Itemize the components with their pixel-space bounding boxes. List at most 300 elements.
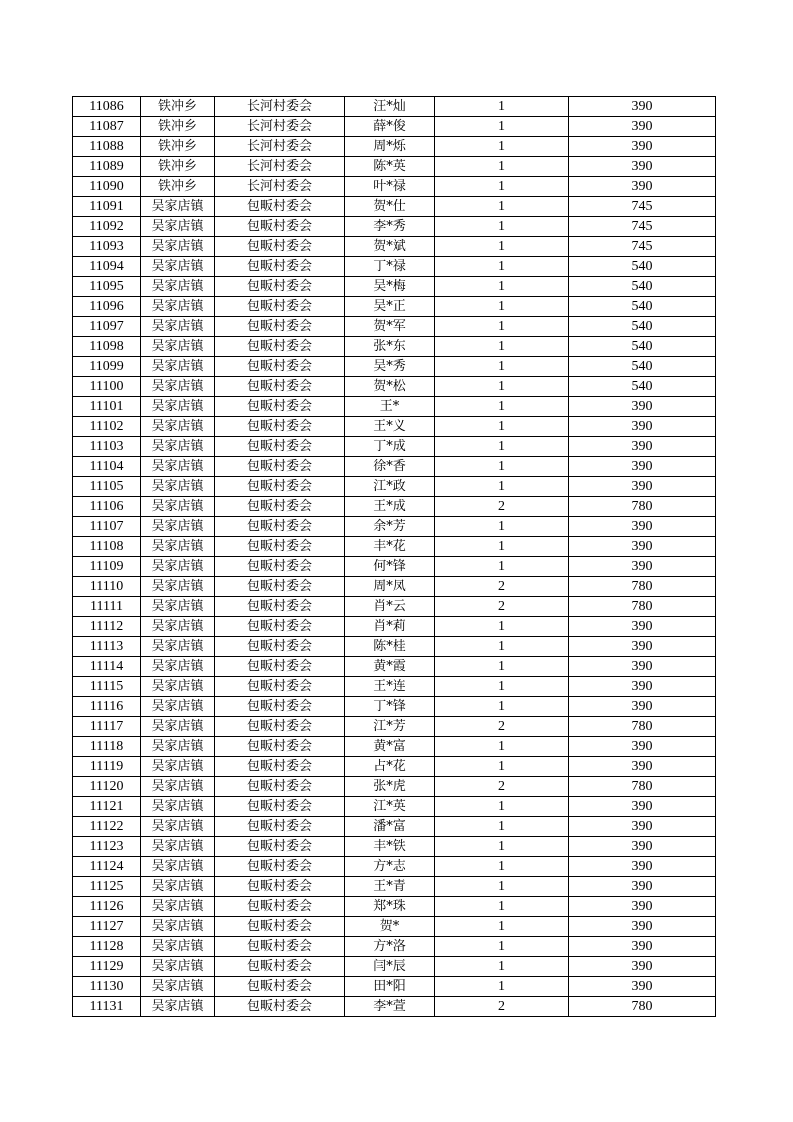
amount-cell: 390 (569, 837, 716, 857)
village-committee-cell: 包畈村委会 (215, 577, 345, 597)
name-cell: 李*萱 (345, 997, 435, 1017)
name-cell: 叶*禄 (345, 177, 435, 197)
amount-cell: 390 (569, 917, 716, 937)
village-committee-cell: 包畈村委会 (215, 277, 345, 297)
count-cell: 1 (435, 857, 569, 877)
amount-cell: 390 (569, 117, 716, 137)
amount-cell: 390 (569, 857, 716, 877)
row-number-cell: 11114 (73, 657, 141, 677)
township-cell: 吴家店镇 (141, 597, 215, 617)
village-committee-cell: 包畈村委会 (215, 197, 345, 217)
village-committee-cell: 包畈村委会 (215, 657, 345, 677)
count-cell: 1 (435, 937, 569, 957)
name-cell: 汪*灿 (345, 97, 435, 117)
village-committee-cell: 长河村委会 (215, 177, 345, 197)
amount-cell: 390 (569, 637, 716, 657)
row-number-cell: 11130 (73, 977, 141, 997)
count-cell: 1 (435, 757, 569, 777)
row-number-cell: 11096 (73, 297, 141, 317)
village-committee-cell: 包畈村委会 (215, 957, 345, 977)
row-number-cell: 11104 (73, 457, 141, 477)
township-cell: 吴家店镇 (141, 637, 215, 657)
row-number-cell: 11095 (73, 277, 141, 297)
village-committee-cell: 长河村委会 (215, 137, 345, 157)
amount-cell: 540 (569, 357, 716, 377)
village-committee-cell: 包畈村委会 (215, 357, 345, 377)
table-row (73, 837, 716, 857)
village-committee-cell: 包畈村委会 (215, 817, 345, 837)
amount-cell: 390 (569, 937, 716, 957)
name-cell: 张*虎 (345, 777, 435, 797)
name-cell: 方*洛 (345, 937, 435, 957)
table-row (73, 717, 716, 737)
row-number-cell: 11088 (73, 137, 141, 157)
amount-cell: 390 (569, 417, 716, 437)
table-row (73, 597, 716, 617)
row-number-cell: 11115 (73, 677, 141, 697)
village-committee-cell: 包畈村委会 (215, 397, 345, 417)
township-cell: 吴家店镇 (141, 217, 215, 237)
count-cell: 1 (435, 397, 569, 417)
village-committee-cell: 包畈村委会 (215, 757, 345, 777)
row-number-cell: 11103 (73, 437, 141, 457)
row-number-cell: 11099 (73, 357, 141, 377)
amount-cell: 390 (569, 457, 716, 477)
count-cell: 1 (435, 257, 569, 277)
name-cell: 张*东 (345, 337, 435, 357)
table-row (73, 757, 716, 777)
amount-cell: 390 (569, 537, 716, 557)
name-cell: 吴*秀 (345, 357, 435, 377)
township-cell: 吴家店镇 (141, 897, 215, 917)
amount-cell: 780 (569, 597, 716, 617)
row-number-cell: 11091 (73, 197, 141, 217)
name-cell: 王*成 (345, 497, 435, 517)
table-row (73, 897, 716, 917)
township-cell: 吴家店镇 (141, 437, 215, 457)
name-cell: 丰*铁 (345, 837, 435, 857)
village-committee-cell: 包畈村委会 (215, 677, 345, 697)
name-cell: 丰*花 (345, 537, 435, 557)
row-number-cell: 11113 (73, 637, 141, 657)
amount-cell: 390 (569, 757, 716, 777)
table-row (73, 317, 716, 337)
name-cell: 丁*锋 (345, 697, 435, 717)
village-committee-cell: 包畈村委会 (215, 697, 345, 717)
table-row (73, 357, 716, 377)
count-cell: 1 (435, 237, 569, 257)
count-cell: 2 (435, 777, 569, 797)
row-number-cell: 11121 (73, 797, 141, 817)
table-row (73, 377, 716, 397)
name-cell: 郑*珠 (345, 897, 435, 917)
row-number-cell: 11112 (73, 617, 141, 637)
township-cell: 吴家店镇 (141, 777, 215, 797)
township-cell: 吴家店镇 (141, 357, 215, 377)
village-committee-cell: 长河村委会 (215, 157, 345, 177)
row-number-cell: 11105 (73, 477, 141, 497)
name-cell: 吴*正 (345, 297, 435, 317)
name-cell: 贺*仕 (345, 197, 435, 217)
count-cell: 1 (435, 417, 569, 437)
village-committee-cell: 包畈村委会 (215, 377, 345, 397)
name-cell: 陈*英 (345, 157, 435, 177)
row-number-cell: 11126 (73, 897, 141, 917)
amount-cell: 780 (569, 497, 716, 517)
village-committee-cell: 包畈村委会 (215, 717, 345, 737)
row-number-cell: 11124 (73, 857, 141, 877)
table-row (73, 117, 716, 137)
village-committee-cell: 包畈村委会 (215, 637, 345, 657)
table-row (73, 257, 716, 277)
township-cell: 吴家店镇 (141, 277, 215, 297)
village-committee-cell: 包畈村委会 (215, 337, 345, 357)
village-committee-cell: 包畈村委会 (215, 497, 345, 517)
table-row (73, 137, 716, 157)
table-row (73, 197, 716, 217)
table-row (73, 977, 716, 997)
amount-cell: 390 (569, 817, 716, 837)
table-row (73, 777, 716, 797)
count-cell: 2 (435, 997, 569, 1017)
village-committee-cell: 包畈村委会 (215, 257, 345, 277)
roster-table-body (73, 97, 716, 1017)
count-cell: 1 (435, 297, 569, 317)
count-cell: 1 (435, 877, 569, 897)
count-cell: 1 (435, 317, 569, 337)
table-row (73, 517, 716, 537)
village-committee-cell: 长河村委会 (215, 97, 345, 117)
row-number-cell: 11111 (73, 597, 141, 617)
township-cell: 吴家店镇 (141, 797, 215, 817)
row-number-cell: 11102 (73, 417, 141, 437)
amount-cell: 390 (569, 737, 716, 757)
count-cell: 1 (435, 537, 569, 557)
table-row (73, 477, 716, 497)
count-cell: 1 (435, 517, 569, 537)
row-number-cell: 11107 (73, 517, 141, 537)
count-cell: 1 (435, 197, 569, 217)
village-committee-cell: 包畈村委会 (215, 597, 345, 617)
table-row (73, 577, 716, 597)
row-number-cell: 11089 (73, 157, 141, 177)
township-cell: 吴家店镇 (141, 697, 215, 717)
township-cell: 吴家店镇 (141, 677, 215, 697)
count-cell: 1 (435, 897, 569, 917)
row-number-cell: 11109 (73, 557, 141, 577)
township-cell: 铁冲乡 (141, 157, 215, 177)
amount-cell: 390 (569, 137, 716, 157)
name-cell: 王*义 (345, 417, 435, 437)
table-row (73, 957, 716, 977)
township-cell: 铁冲乡 (141, 97, 215, 117)
township-cell: 吴家店镇 (141, 317, 215, 337)
table-row (73, 497, 716, 517)
name-cell: 贺* (345, 917, 435, 937)
name-cell: 江*英 (345, 797, 435, 817)
village-committee-cell: 包畈村委会 (215, 557, 345, 577)
count-cell: 2 (435, 497, 569, 517)
township-cell: 吴家店镇 (141, 337, 215, 357)
township-cell: 吴家店镇 (141, 537, 215, 557)
count-cell: 1 (435, 737, 569, 757)
township-cell: 铁冲乡 (141, 117, 215, 137)
count-cell: 1 (435, 457, 569, 477)
table-row (73, 417, 716, 437)
amount-cell: 390 (569, 477, 716, 497)
village-committee-cell: 包畈村委会 (215, 897, 345, 917)
township-cell: 铁冲乡 (141, 177, 215, 197)
row-number-cell: 11122 (73, 817, 141, 837)
table-row (73, 97, 716, 117)
name-cell: 陈*桂 (345, 637, 435, 657)
township-cell: 吴家店镇 (141, 977, 215, 997)
amount-cell: 780 (569, 777, 716, 797)
amount-cell: 745 (569, 217, 716, 237)
township-cell: 吴家店镇 (141, 517, 215, 537)
township-cell: 吴家店镇 (141, 737, 215, 757)
count-cell: 1 (435, 657, 569, 677)
township-cell: 吴家店镇 (141, 477, 215, 497)
count-cell: 1 (435, 637, 569, 657)
name-cell: 江*芳 (345, 717, 435, 737)
row-number-cell: 11127 (73, 917, 141, 937)
row-number-cell: 11125 (73, 877, 141, 897)
name-cell: 薛*俊 (345, 117, 435, 137)
table-row (73, 657, 716, 677)
count-cell: 1 (435, 917, 569, 937)
table-row (73, 737, 716, 757)
table-row (73, 437, 716, 457)
table-row (73, 937, 716, 957)
table-row (73, 537, 716, 557)
township-cell: 吴家店镇 (141, 837, 215, 857)
table-row (73, 697, 716, 717)
table-row (73, 917, 716, 937)
township-cell: 吴家店镇 (141, 757, 215, 777)
count-cell: 1 (435, 377, 569, 397)
village-committee-cell: 包畈村委会 (215, 437, 345, 457)
village-committee-cell: 包畈村委会 (215, 917, 345, 937)
township-cell: 吴家店镇 (141, 817, 215, 837)
amount-cell: 390 (569, 957, 716, 977)
township-cell: 吴家店镇 (141, 617, 215, 637)
table-row (73, 177, 716, 197)
amount-cell: 745 (569, 237, 716, 257)
row-number-cell: 11128 (73, 937, 141, 957)
table-row (73, 797, 716, 817)
table-row (73, 997, 716, 1017)
village-committee-cell: 包畈村委会 (215, 737, 345, 757)
row-number-cell: 11116 (73, 697, 141, 717)
township-cell: 吴家店镇 (141, 417, 215, 437)
table-row (73, 877, 716, 897)
count-cell: 2 (435, 597, 569, 617)
amount-cell: 390 (569, 437, 716, 457)
name-cell: 徐*香 (345, 457, 435, 477)
name-cell: 占*花 (345, 757, 435, 777)
row-number-cell: 11117 (73, 717, 141, 737)
township-cell: 吴家店镇 (141, 937, 215, 957)
village-committee-cell: 包畈村委会 (215, 617, 345, 637)
table-row (73, 637, 716, 657)
count-cell: 1 (435, 677, 569, 697)
row-number-cell: 11086 (73, 97, 141, 117)
township-cell: 吴家店镇 (141, 457, 215, 477)
township-cell: 吴家店镇 (141, 877, 215, 897)
village-committee-cell: 包畈村委会 (215, 237, 345, 257)
name-cell: 吴*梅 (345, 277, 435, 297)
village-committee-cell: 包畈村委会 (215, 417, 345, 437)
count-cell: 1 (435, 157, 569, 177)
name-cell: 江*政 (345, 477, 435, 497)
table-row (73, 457, 716, 477)
amount-cell: 390 (569, 157, 716, 177)
name-cell: 潘*富 (345, 817, 435, 837)
amount-cell: 390 (569, 97, 716, 117)
count-cell: 1 (435, 697, 569, 717)
village-committee-cell: 包畈村委会 (215, 477, 345, 497)
amount-cell: 390 (569, 617, 716, 637)
name-cell: 贺*斌 (345, 237, 435, 257)
township-cell: 吴家店镇 (141, 397, 215, 417)
name-cell: 王* (345, 397, 435, 417)
count-cell: 1 (435, 117, 569, 137)
township-cell: 吴家店镇 (141, 237, 215, 257)
amount-cell: 540 (569, 257, 716, 277)
name-cell: 丁*成 (345, 437, 435, 457)
count-cell: 1 (435, 617, 569, 637)
township-cell: 吴家店镇 (141, 857, 215, 877)
amount-cell: 540 (569, 337, 716, 357)
count-cell: 1 (435, 557, 569, 577)
table-row (73, 237, 716, 257)
amount-cell: 390 (569, 697, 716, 717)
amount-cell: 540 (569, 297, 716, 317)
count-cell: 1 (435, 357, 569, 377)
township-cell: 吴家店镇 (141, 717, 215, 737)
table-row (73, 337, 716, 357)
row-number-cell: 11120 (73, 777, 141, 797)
row-number-cell: 11101 (73, 397, 141, 417)
row-number-cell: 11118 (73, 737, 141, 757)
township-cell: 吴家店镇 (141, 577, 215, 597)
table-row (73, 617, 716, 637)
name-cell: 贺*军 (345, 317, 435, 337)
count-cell: 1 (435, 437, 569, 457)
count-cell: 1 (435, 837, 569, 857)
village-committee-cell: 包畈村委会 (215, 777, 345, 797)
row-number-cell: 11106 (73, 497, 141, 517)
township-cell: 吴家店镇 (141, 197, 215, 217)
row-number-cell: 11092 (73, 217, 141, 237)
village-committee-cell: 包畈村委会 (215, 877, 345, 897)
row-number-cell: 11131 (73, 997, 141, 1017)
table-row (73, 857, 716, 877)
township-cell: 吴家店镇 (141, 557, 215, 577)
amount-cell: 390 (569, 677, 716, 697)
row-number-cell: 11119 (73, 757, 141, 777)
table-row (73, 217, 716, 237)
count-cell: 1 (435, 957, 569, 977)
row-number-cell: 11087 (73, 117, 141, 137)
row-number-cell: 11108 (73, 537, 141, 557)
row-number-cell: 11097 (73, 317, 141, 337)
name-cell: 余*芳 (345, 517, 435, 537)
village-committee-cell: 包畈村委会 (215, 317, 345, 337)
township-cell: 吴家店镇 (141, 917, 215, 937)
name-cell: 闫*辰 (345, 957, 435, 977)
amount-cell: 390 (569, 397, 716, 417)
name-cell: 贺*松 (345, 377, 435, 397)
count-cell: 2 (435, 717, 569, 737)
name-cell: 李*秀 (345, 217, 435, 237)
village-committee-cell: 包畈村委会 (215, 217, 345, 237)
table-row (73, 557, 716, 577)
amount-cell: 390 (569, 877, 716, 897)
name-cell: 黄*富 (345, 737, 435, 757)
roster-table (72, 96, 716, 1017)
count-cell: 1 (435, 177, 569, 197)
village-committee-cell: 包畈村委会 (215, 837, 345, 857)
amount-cell: 745 (569, 197, 716, 217)
village-committee-cell: 包畈村委会 (215, 997, 345, 1017)
count-cell: 1 (435, 337, 569, 357)
village-committee-cell: 包畈村委会 (215, 857, 345, 877)
table-row (73, 297, 716, 317)
count-cell: 1 (435, 797, 569, 817)
township-cell: 吴家店镇 (141, 657, 215, 677)
amount-cell: 390 (569, 977, 716, 997)
amount-cell: 390 (569, 657, 716, 677)
amount-cell: 780 (569, 717, 716, 737)
township-cell: 吴家店镇 (141, 377, 215, 397)
count-cell: 1 (435, 97, 569, 117)
village-committee-cell: 包畈村委会 (215, 537, 345, 557)
village-committee-cell: 包畈村委会 (215, 797, 345, 817)
table-row (73, 157, 716, 177)
row-number-cell: 11129 (73, 957, 141, 977)
count-cell: 1 (435, 277, 569, 297)
name-cell: 丁*禄 (345, 257, 435, 277)
township-cell: 吴家店镇 (141, 497, 215, 517)
amount-cell: 540 (569, 377, 716, 397)
amount-cell: 390 (569, 797, 716, 817)
village-committee-cell: 长河村委会 (215, 117, 345, 137)
table-row (73, 677, 716, 697)
amount-cell: 780 (569, 997, 716, 1017)
name-cell: 王*青 (345, 877, 435, 897)
name-cell: 田*阳 (345, 977, 435, 997)
township-cell: 吴家店镇 (141, 957, 215, 977)
village-committee-cell: 包畈村委会 (215, 457, 345, 477)
name-cell: 周*烁 (345, 137, 435, 157)
amount-cell: 390 (569, 897, 716, 917)
table-row (73, 277, 716, 297)
count-cell: 1 (435, 137, 569, 157)
name-cell: 王*连 (345, 677, 435, 697)
village-committee-cell: 包畈村委会 (215, 937, 345, 957)
township-cell: 铁冲乡 (141, 137, 215, 157)
count-cell: 1 (435, 477, 569, 497)
table-row (73, 817, 716, 837)
row-number-cell: 11100 (73, 377, 141, 397)
table-row (73, 397, 716, 417)
amount-cell: 390 (569, 557, 716, 577)
count-cell: 1 (435, 217, 569, 237)
row-number-cell: 11093 (73, 237, 141, 257)
amount-cell: 540 (569, 317, 716, 337)
